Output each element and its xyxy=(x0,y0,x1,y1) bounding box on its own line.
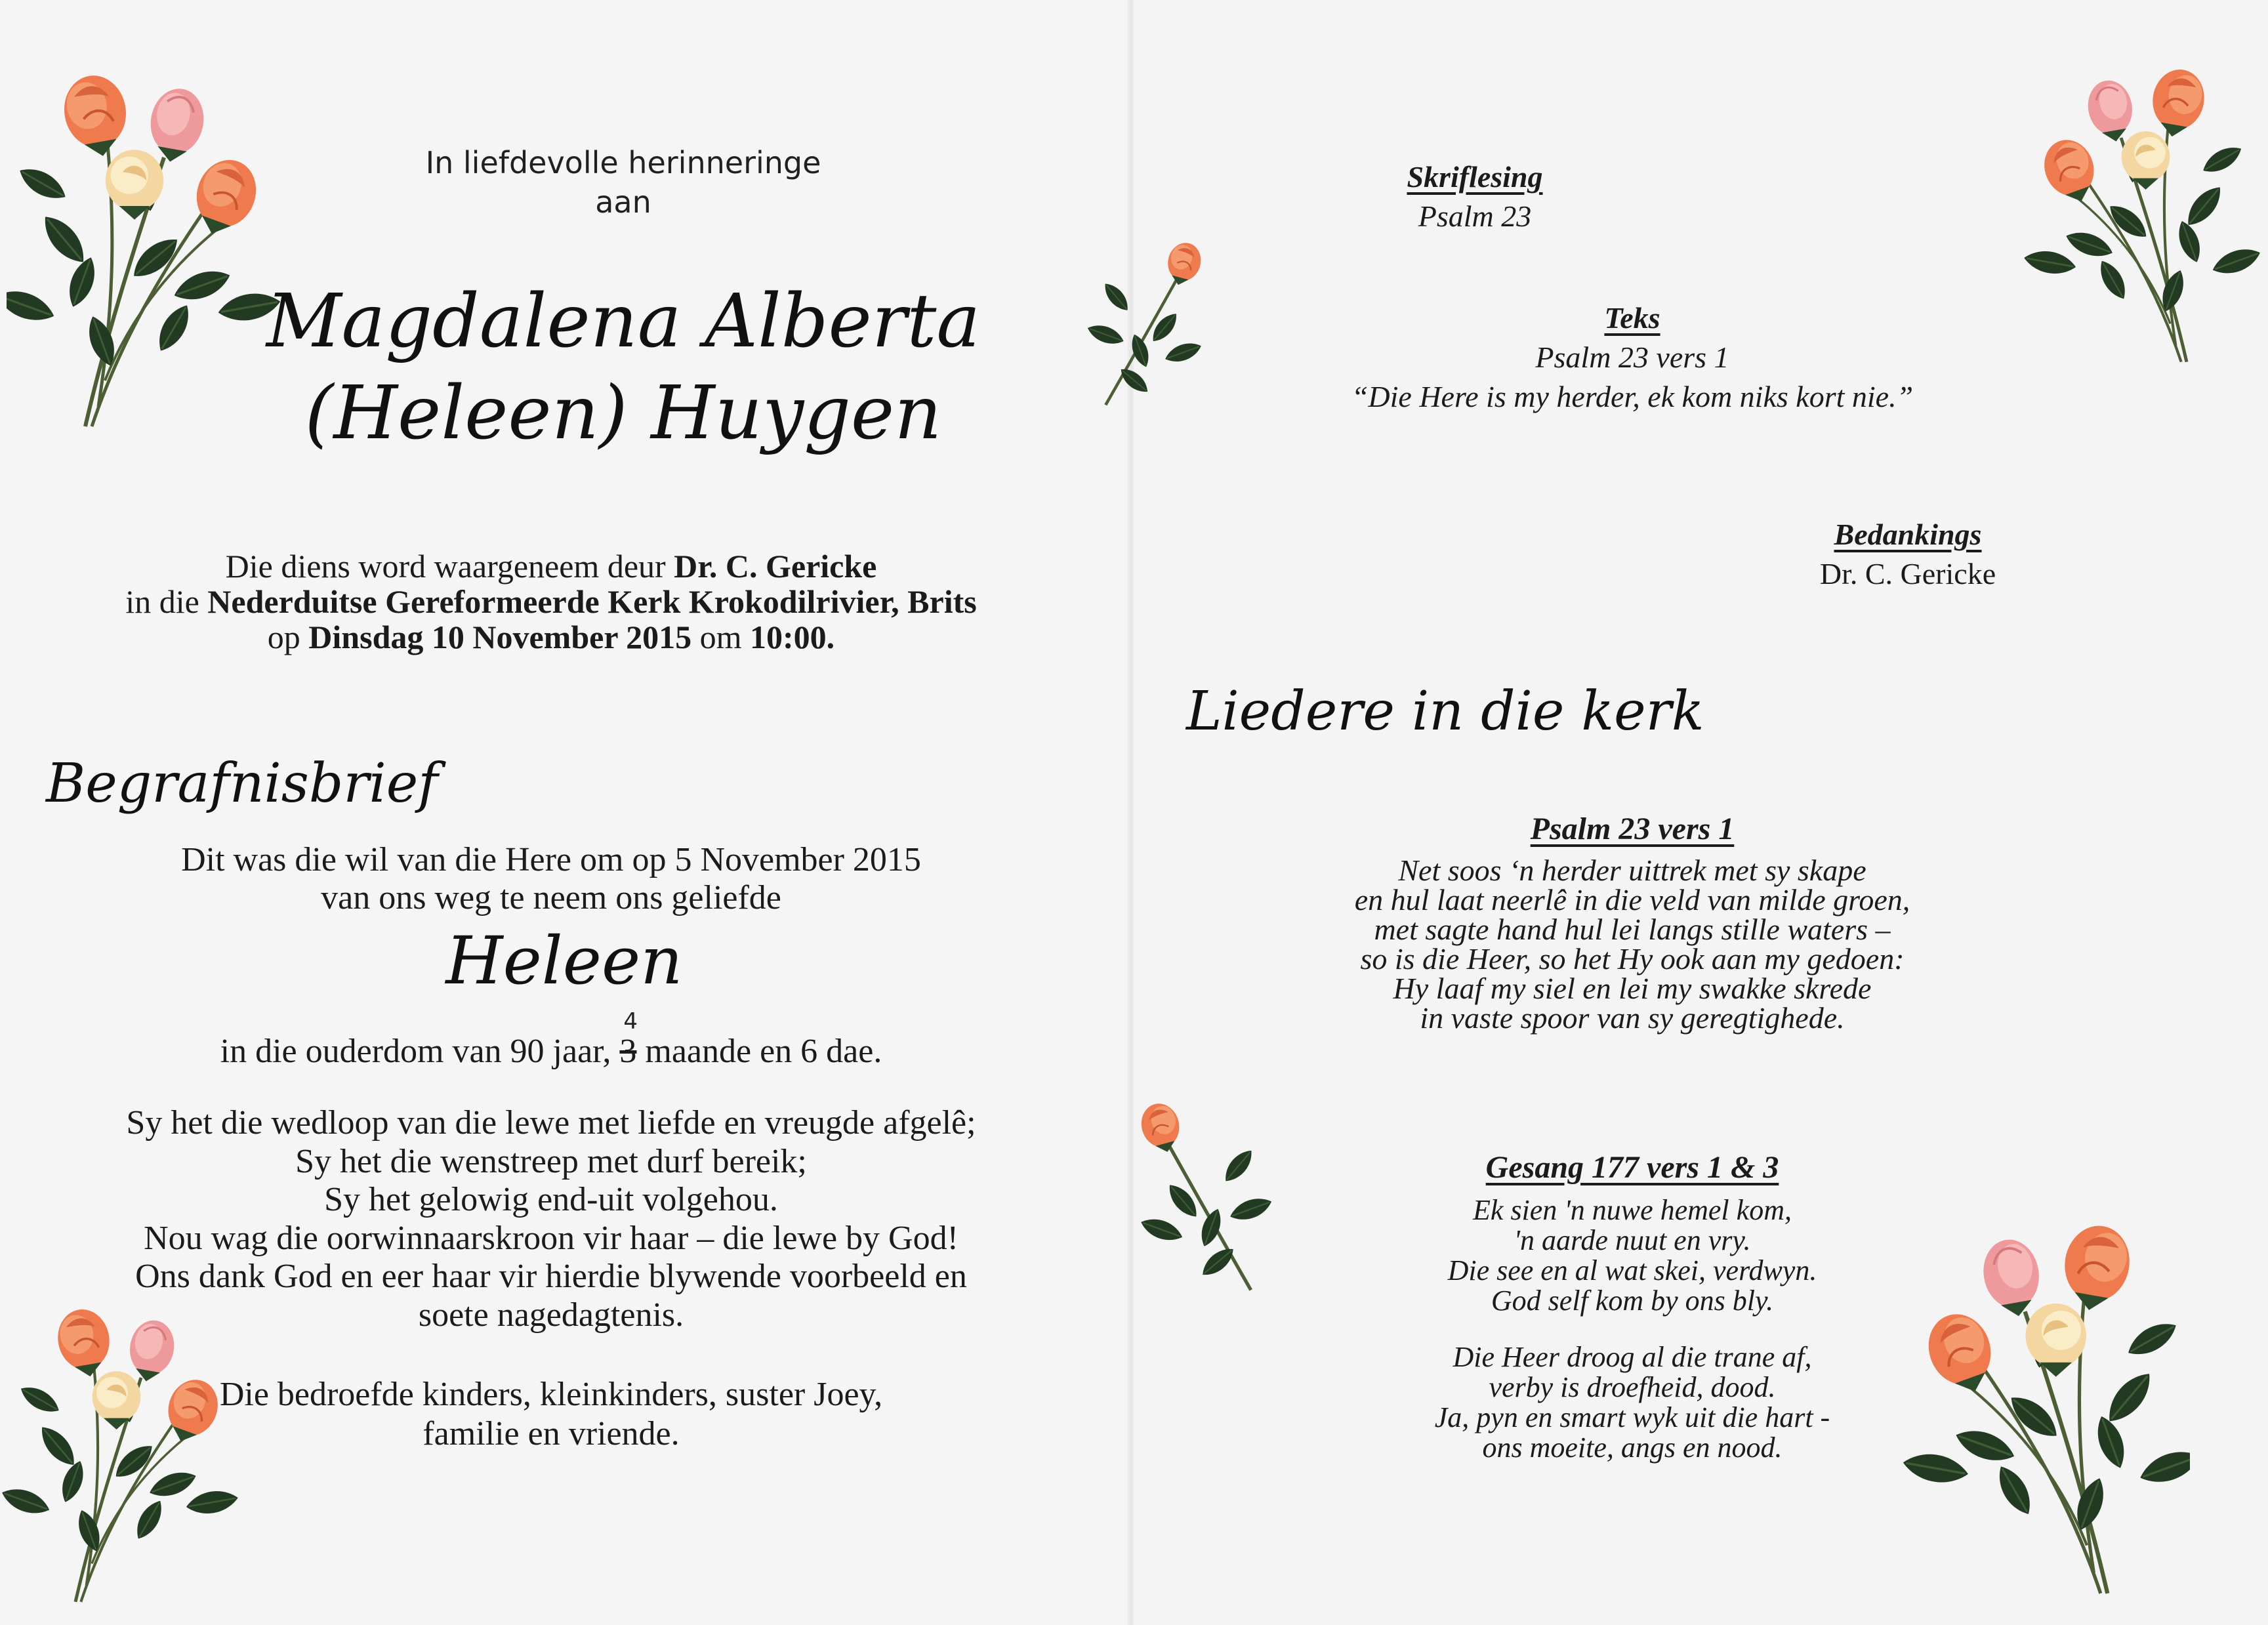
deceased-name-line-1: Magdalena Alberta xyxy=(266,279,981,364)
letter-heading: Begrafnisbrief xyxy=(46,752,438,815)
gesang-verse2-line-4: ons moeite, angs en nood. xyxy=(1482,1431,1783,1464)
gesang-verse2-line-3: Ja, pyn en smart wyk uit die hart - xyxy=(1434,1401,1830,1433)
gesang-verse2-line-1: Die Heer droog al die trane af, xyxy=(1453,1341,1812,1373)
songs-heading: Liedere in die kerk xyxy=(1186,680,1704,743)
psalm-line-3: met sagte hand hul lei langs stille waters – xyxy=(1374,913,1891,946)
left-panel xyxy=(0,0,1128,1625)
service-details xyxy=(26,548,1076,655)
service-line-3 xyxy=(26,619,1076,655)
gesang-verse1-line-3: Die see en al wat skei, verdwyn. xyxy=(1447,1254,1817,1286)
skriflesing-heading: Skriflesing xyxy=(1407,160,1543,194)
age-months-handwritten: 4 xyxy=(623,1008,638,1035)
verse-spacer xyxy=(1278,1316,1987,1342)
psalm-line-1: Net soos ‘n herder uittrek met sy skape xyxy=(1398,854,1866,887)
single-rose-top xyxy=(1088,230,1219,413)
gesang-verse1-line-4: God self kom by ons bly. xyxy=(1491,1285,1774,1317)
signoff xyxy=(26,1375,1076,1454)
tribute xyxy=(26,1104,1076,1335)
service-date: Dinsdag 10 November 2015 xyxy=(308,619,692,655)
age-months-struck: 3 xyxy=(619,1033,637,1070)
intro-line-2: aan xyxy=(595,184,651,220)
officiant: Dr. C. Gericke xyxy=(674,548,877,585)
psalm-section xyxy=(1278,808,1987,1033)
intro-text xyxy=(328,143,918,222)
gesang-section xyxy=(1278,1147,1987,1463)
service-line-2-text: in die xyxy=(125,583,208,620)
letter-line-1: Dit was die wil van die Here om op 5 November 2015 xyxy=(181,841,921,878)
intro-line-1: In liefdevolle herinneringe xyxy=(425,145,821,180)
deceased-name-line-2: (Heleen) Huygen xyxy=(304,371,942,456)
teks-quote: “Die Here is my herder, ek kom niks kort nie.” xyxy=(1351,380,1914,413)
signoff-line-2: familie en vriende. xyxy=(423,1415,680,1452)
psalm-line-6: in vaste spoor van sy geregtighede. xyxy=(1420,1001,1845,1035)
age-post: maande en 6 dae. xyxy=(636,1033,882,1070)
gesang-verse2-line-2: verby is droefheid, dood. xyxy=(1489,1371,1776,1403)
letter-line-2: van ons weg te neem ons geliefde xyxy=(321,879,781,916)
psalm-line-5: Hy laaf my siel en lei my swakke skrede xyxy=(1393,972,1872,1005)
service-line-2 xyxy=(26,584,1076,619)
tribute-line-1: Sy het die wedloop van die lewe met liefde en vreugde afgelê; xyxy=(126,1104,976,1142)
rose-bouquet-top-right xyxy=(2013,39,2262,367)
signoff-line-1: Die bedroefde kinders, kleinkinders, suster Joey, xyxy=(219,1376,883,1413)
nickname: Heleen xyxy=(445,922,683,999)
service-line-3-text: op xyxy=(267,619,309,655)
skriflesing-text: Psalm 23 xyxy=(1418,199,1532,233)
service-line-1 xyxy=(26,548,1076,584)
gesang-verse1-line-2: 'n aarde nuut en vry. xyxy=(1514,1224,1751,1256)
letter-intro xyxy=(26,841,1076,917)
teks-heading: Teks xyxy=(1604,301,1660,335)
church-name: Nederduitse Gereformeerde Kerk Krokodilrivier, Brits xyxy=(207,583,977,620)
tribute-line-6: soete nagedagtenis. xyxy=(418,1296,684,1334)
psalm-line-2: en hul laat neerlê in die veld van milde groen, xyxy=(1354,883,1910,916)
gesang-verse1-line-1: Ek sien 'n nuwe hemel kom, xyxy=(1473,1194,1792,1226)
right-panel xyxy=(1134,0,2268,1625)
tribute-line-4: Nou wag die oorwinnaarskroon vir haar – die lewe by God! xyxy=(144,1219,959,1257)
bedankings-text: Dr. C. Gericke xyxy=(1819,557,1996,590)
psalm-heading: Psalm 23 vers 1 xyxy=(1530,812,1735,846)
service-time: 10:00. xyxy=(750,619,835,655)
teks-reference: Psalm 23 vers 1 xyxy=(1535,340,1729,374)
teks-section xyxy=(1265,298,2000,417)
single-rose-middle xyxy=(1121,1089,1271,1299)
tribute-line-5: Ons dank God en eer haar vir hierdie blywende voorbeeld en xyxy=(135,1258,967,1296)
service-line-1-text: Die diens word waargeneem deur xyxy=(225,548,674,585)
service-line-3-mid: om xyxy=(691,619,751,655)
bedankings-heading: Bedankings xyxy=(1834,518,1982,551)
psalm-line-4: so is die Heer, so het Hy ook aan my gedoen: xyxy=(1360,942,1905,976)
tribute-line-2: Sy het die wenstreep met durf bereik; xyxy=(295,1142,807,1180)
deceased-name xyxy=(216,276,1030,459)
age-text xyxy=(26,1008,1076,1072)
skriflesing-section xyxy=(1357,157,1593,236)
gesang-heading: Gesang 177 vers 1 & 3 xyxy=(1485,1150,1779,1185)
tribute-line-3: Sy het gelowig end-uit volgehou. xyxy=(324,1181,778,1219)
age-pre: in die ouderdom van 90 jaar, xyxy=(220,1033,620,1070)
age-months-correction xyxy=(619,1008,638,1072)
age-line xyxy=(26,1008,1076,1072)
bedankings-section xyxy=(1737,515,2078,594)
